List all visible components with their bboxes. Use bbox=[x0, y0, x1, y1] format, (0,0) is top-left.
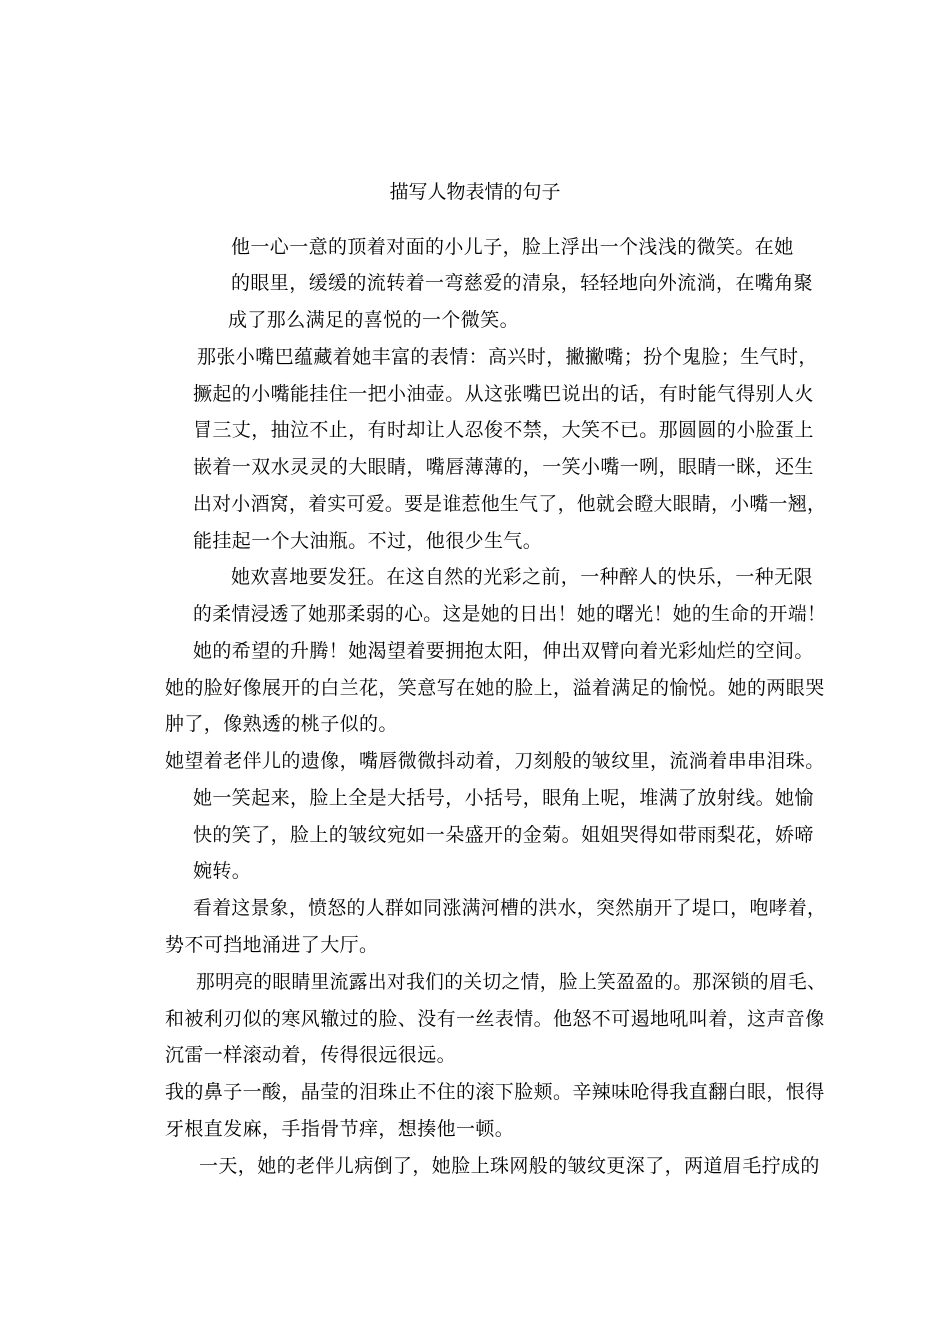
text-line: 势不可挡地涌进了大厅。 bbox=[165, 934, 379, 956]
text-line: 和被利刃似的寒风辙过的脸、没有一丝表情。他怒不可遏地吼叫着，这声音像 bbox=[165, 1008, 825, 1030]
text-line: 她欢喜地要发狂。在这自然的光彩之前，一种醉人的快乐，一种无限 bbox=[231, 566, 814, 588]
text-line: 撅起的小嘴能挂住一把小油壶。从这张嘴巴说出的话，有时能气得别人火 bbox=[193, 383, 814, 405]
text-line: 成了那么满足的喜悦的一个微笑。 bbox=[228, 309, 520, 331]
text-line: 沉雷一样滚动着，传得很远很远。 bbox=[165, 1044, 457, 1066]
document-title: 描写人物表情的句子 bbox=[389, 181, 561, 203]
text-line: 婉转。 bbox=[193, 860, 252, 882]
text-line: 快的笑了，脸上的皱纹宛如一朵盛开的金菊。姐姐哭得如带雨梨花，娇啼 bbox=[193, 824, 814, 846]
text-line: 冒三丈，抽泣不止，有时却让人忍俊不禁，大笑不已。那圆圆的小脸蛋上 bbox=[193, 419, 814, 441]
text-line: 看着这景象，愤怒的人群如同涨满河槽的洪水，突然崩开了堤口，咆哮着， bbox=[193, 897, 827, 919]
text-line: 他一心一意的顶着对面的小儿子，脸上浮出一个浅浅的微笑。在她 bbox=[231, 236, 794, 258]
text-line: 我的鼻子一酸，晶莹的泪珠止不住的滚下脸颊。辛辣味呛得我直翻白眼，恨得 bbox=[165, 1081, 825, 1103]
text-line: 她一笑起来，脸上全是大括号，小括号，眼角上呢，堆满了放射线。她愉 bbox=[193, 787, 814, 809]
text-line: 她的希望的升腾！她渴望着要拥抱太阳，伸出双臂向着光彩灿烂的空间。 bbox=[193, 640, 814, 662]
text-line: 那张小嘴巴蕴藏着她丰富的表情：高兴时，撇撇嘴；扮个鬼脸；生气时， bbox=[197, 346, 818, 368]
text-line: 她望着老伴儿的遗像，嘴唇微微抖动着，刀刻般的皱纹里，流淌着串串泪珠。 bbox=[165, 750, 825, 772]
text-line: 能挂起一个大油瓶。不过，他很少生气。 bbox=[193, 530, 543, 552]
text-line: 嵌着一双水灵灵的大眼睛，嘴唇薄薄的，一笑小嘴一咧，眼睛一眯，还生 bbox=[193, 456, 814, 478]
text-line: 她的脸好像展开的白兰花，笑意写在她的脸上，溢着满足的愉悦。她的两眼哭 bbox=[165, 677, 825, 699]
text-line: 肿了，像熟透的桃子似的。 bbox=[165, 713, 398, 735]
text-line: 出对小酒窝，着实可爱。要是谁惹他生气了，他就会瞪大眼睛，小嘴一翘， bbox=[193, 493, 827, 515]
text-line: 牙根直发麻，手指骨节痒，想揍他一顿。 bbox=[165, 1118, 515, 1140]
text-line: 那明亮的眼睛里流露出对我们的关切之情，脸上笑盈盈的。那深锁的眉毛、 bbox=[196, 971, 827, 993]
text-line: 的柔情浸透了她那柔弱的心。这是她的日出！她的曙光！她的生命的开端！ bbox=[193, 603, 827, 625]
text-line: 一天，她的老伴儿病倒了，她脸上珠网般的皱纹更深了，两道眉毛拧成的 bbox=[199, 1155, 820, 1177]
text-line: 的眼里，缓缓的流转着一弯慈爱的清泉，轻轻地向外流淌，在嘴角聚 bbox=[231, 272, 814, 294]
